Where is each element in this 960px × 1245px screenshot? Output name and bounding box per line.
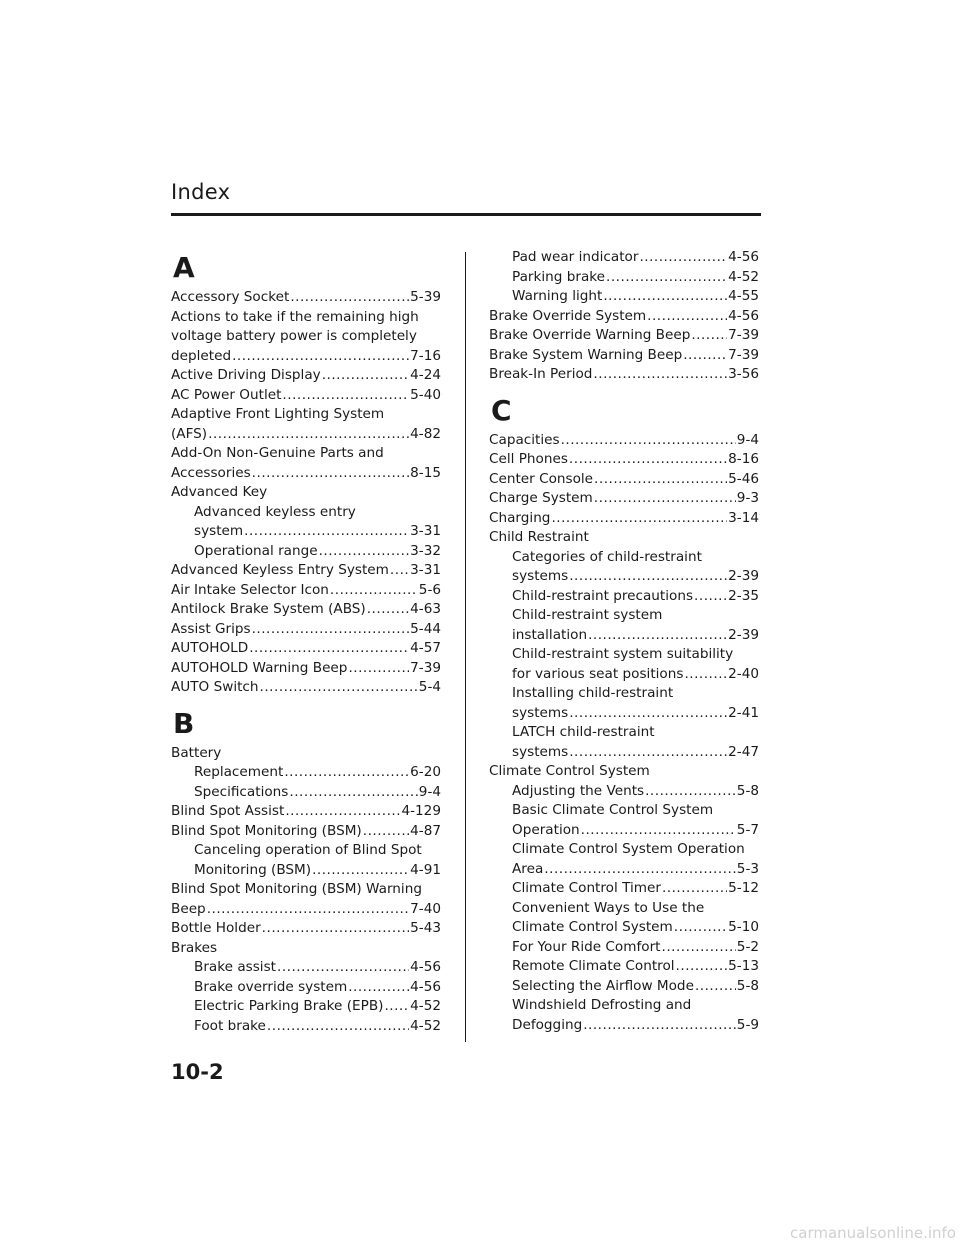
index-entry [489,762,759,782]
entry-page-ref: 5-8 [736,782,759,799]
entry-page-ref: 4-82 [410,425,441,442]
index-entry [489,723,759,743]
dot-leader [312,861,409,881]
dot-leader [662,879,727,899]
index-entry [171,958,441,978]
entry-label: Antilock Brake System (ABS) [171,601,366,617]
section-letter-b: B [173,706,195,740]
entry-label: Canceling operation of Blind Spot [194,842,422,858]
dot-leader [285,802,400,822]
entry-page-ref: 5-43 [410,920,441,936]
section-letter-c: C [491,393,512,427]
entry-page-ref: 4-52 [410,1017,441,1034]
page-title: Index [171,180,231,204]
dot-leader [319,542,410,562]
index-entry [489,626,759,646]
entry-page-ref: 4-56 [728,307,759,324]
index-entry [171,802,441,822]
entry-page-ref: 3-56 [728,366,759,382]
index-entry [489,248,759,268]
index-entry [171,1017,441,1037]
dot-leader [569,450,727,470]
dot-leader [594,489,736,509]
entry-label: Remote Climate Control [512,958,675,974]
dot-leader [367,600,409,620]
section-letter-a: A [173,251,195,284]
index-entry [171,386,441,406]
dot-leader [583,1016,736,1036]
entry-page-ref: 4-52 [410,998,441,1014]
index-entry [489,450,759,470]
entry-label: Accessory Socket [171,289,290,305]
entry-page-ref: 5-7 [736,821,759,838]
entry-page-ref: 7-40 [410,900,441,917]
dot-leader [282,386,409,406]
entry-label: Air Intake Selector Icon [171,581,329,598]
index-entry [171,405,441,425]
dot-leader [249,639,409,659]
entry-page-ref: 5-8 [736,977,759,994]
index-column-right [489,248,759,1035]
index-entry [489,268,759,288]
dot-leader [348,659,409,679]
index-entry [171,659,441,679]
entry-page-ref: 2-39 [728,568,759,584]
entry-label: Climate Control System [512,919,673,935]
entry-label: Advanced Keyless Entry System [171,562,389,578]
entry-page-ref: 4-91 [410,861,441,878]
dot-leader [267,1017,409,1037]
entry-label: Area [512,860,544,877]
dot-leader [639,248,727,268]
entry-page-ref: 5-39 [410,289,441,305]
entry-page-ref: 7-39 [410,659,441,676]
dot-leader [208,425,409,445]
entry-page-ref: 4-52 [728,268,759,285]
index-entry [489,287,759,307]
entry-label: Defogging [512,1016,583,1033]
entry-label: Capacities [489,431,560,448]
index-entry [489,326,759,346]
entry-label: Accessories [171,464,251,481]
index-entry [171,678,441,698]
entry-label: Battery [171,744,222,761]
entry-label: AUTOHOLD Warning Beep [171,659,348,676]
index-entry [489,743,759,763]
index-entry [489,548,759,568]
entry-label: Center Console [489,470,594,487]
index-entry [489,977,759,997]
dot-leader [277,958,409,978]
entry-label: systems [512,704,569,721]
index-entry [489,1016,759,1036]
dot-leader [593,365,727,385]
entry-page-ref: 9-3 [736,490,759,506]
entry-page-ref: 5-10 [728,919,759,935]
entry-page-ref: 2-40 [728,665,759,682]
index-entry [171,744,441,764]
index-entry [489,879,759,899]
entry-label: AC Power Outlet [171,386,282,403]
entry-page-ref: 5-13 [728,958,759,974]
entry-label: Advanced keyless entry [194,503,356,520]
index-entry [171,639,441,659]
entry-label: systems [512,568,569,584]
entry-label: Climate Control System Operation [512,841,745,857]
entry-label: Selecting the Airflow Mode [512,977,694,994]
index-entry [489,509,759,529]
entry-label: Replacement [194,764,284,780]
dot-leader [260,678,418,698]
entry-label: Foot brake [194,1017,266,1034]
entry-page-ref: 4-24 [410,367,441,383]
entry-label: Specifications [194,783,289,800]
index-entry [489,957,759,977]
index-entry [171,919,441,939]
page-number: 10-2 [171,1060,224,1084]
entry-label: Actions to take if the remaining high [171,308,419,325]
entry-label: AUTO Switch [171,679,259,695]
entry-page-ref: 2-41 [728,704,759,721]
entry-label: voltage battery power is completely [171,328,417,344]
dot-leader [544,860,736,880]
entry-page-ref: 2-39 [728,626,759,643]
dot-leader [262,919,409,939]
entry-page-ref: 3-31 [410,562,441,578]
entry-label: for various seat positions [512,665,684,682]
index-entry [171,783,441,803]
entry-label: Child Restraint [489,529,589,545]
dot-leader [684,665,727,685]
index-entry [171,900,441,920]
index-entry [171,366,441,386]
index-entry [171,841,441,861]
entry-label: systems [512,743,569,760]
dot-leader [691,326,727,346]
dot-leader [569,567,727,587]
dot-leader [390,561,409,581]
entry-page-ref: 9-4 [418,783,441,800]
section-b-entries [171,744,441,1037]
entry-page-ref: 7-39 [728,346,759,363]
entry-label: Child-restraint precautions [512,587,694,604]
entry-label: Operational range [194,542,318,559]
dot-leader [322,366,409,386]
entry-label: Basic Climate Control System [512,802,714,818]
dot-leader [662,938,736,958]
index-entry [171,620,441,640]
index-entry [171,444,441,464]
dot-leader [594,470,727,490]
index-entry [489,821,759,841]
entry-label: Assist Grips [171,620,251,637]
index-entry [171,581,441,601]
entry-label: For Your Ride Comfort [512,938,661,955]
index-entry [489,782,759,802]
dot-leader [551,509,727,529]
entry-label: Adjusting the Vents [512,782,645,799]
index-entry [489,684,759,704]
index-entry [489,938,759,958]
section-a-entries [171,288,441,698]
index-entry [489,489,759,509]
index-entry [489,996,759,1016]
entry-page-ref: 5-12 [728,880,759,896]
dot-leader [606,268,727,288]
entry-label: Cell Phones [489,451,568,467]
entry-label: Monitoring (BSM) [194,861,312,878]
index-entry [489,665,759,685]
entry-label: Advanced Key [171,484,268,500]
dot-leader [252,464,409,484]
index-entry [171,483,441,503]
entry-page-ref: 3-31 [410,523,441,539]
dot-leader [581,821,736,841]
dot-leader [284,763,409,783]
index-entry [489,840,759,860]
entry-label: Charging [489,509,551,526]
dot-leader [676,957,728,977]
dot-leader [384,997,409,1017]
entry-label: Break-In Period [489,366,593,382]
entry-label: Electric Parking Brake (EPB) [194,998,384,1014]
index-entry [171,542,441,562]
entry-label: Beep [171,900,206,917]
dot-leader [695,977,736,997]
index-entry [489,431,759,451]
entry-page-ref: 7-39 [728,327,759,343]
entry-page-ref: 2-47 [728,743,759,760]
section-b-continued-entries [489,248,759,385]
entry-page-ref: 4-55 [728,288,759,304]
entry-page-ref: 8-16 [728,451,759,467]
index-entry [171,425,441,445]
column-divider [465,252,466,1042]
entry-page-ref: 4-56 [410,978,441,995]
dot-leader [569,704,727,724]
entry-page-ref: 4-56 [728,249,759,265]
entry-label: Windshield Defrosting and [512,997,692,1013]
entry-label: Brake override system [194,978,348,995]
entry-label: Brakes [171,939,218,956]
index-entry [171,288,441,308]
entry-label: Convenient Ways to Use the [512,899,705,916]
entry-page-ref: 5-40 [410,386,441,403]
entry-label: Brake Override System [489,307,647,324]
entry-label: depleted [171,347,232,364]
entry-page-ref: 4-87 [410,822,441,839]
dot-leader [645,782,736,802]
index-entry [489,918,759,938]
index-entry [171,763,441,783]
entry-page-ref: 3-32 [410,542,441,559]
header-rule [171,213,761,216]
dot-leader [588,626,727,646]
entry-label: Bottle Holder [171,920,261,936]
entry-page-ref: 4-56 [410,959,441,975]
dot-leader [674,918,727,938]
entry-label: Climate Control Timer [512,880,661,896]
index-entry [171,522,441,542]
entry-label: installation [512,626,588,643]
section-c-entries [489,431,759,1036]
entry-label: AUTOHOLD [171,640,249,656]
index-entry [171,978,441,998]
entry-label: Blind Spot Monitoring (BSM) Warning [171,881,422,897]
entry-label: Operation [512,821,580,838]
dot-leader [363,822,409,842]
entry-label: Add-On Non-Genuine Parts and [171,445,384,461]
entry-page-ref: 4-129 [401,803,441,819]
entry-page-ref: 4-63 [410,601,441,617]
entry-label: Adaptive Front Lighting System [171,406,385,422]
index-entry [171,861,441,881]
dot-leader [561,431,736,451]
watermark: carmanualsonline.info [790,1224,956,1242]
index-entry [489,587,759,607]
entry-label: LATCH child-restraint [512,724,655,740]
entry-label: Categories of child-restraint [512,548,702,565]
index-entry [171,600,441,620]
entry-label: Brake Override Warning Beep [489,327,691,343]
index-entry [171,822,441,842]
entry-page-ref: 5-3 [736,860,759,877]
index-entry [171,308,441,328]
entry-page-ref: 5-4 [418,679,441,695]
index-entry [171,503,441,523]
entry-label: Active Driving Display [171,367,321,383]
entry-label: Brake assist [194,959,277,975]
index-entry [489,899,759,919]
entry-page-ref: 5-2 [736,938,759,955]
dot-leader [330,581,418,601]
index-column-left [171,248,441,1036]
index-entry [489,567,759,587]
entry-label: Brake System Warning Beep [489,346,683,363]
entry-page-ref: 2-35 [728,587,759,604]
entry-label: Climate Control System [489,763,650,779]
dot-leader [290,288,409,308]
entry-page-ref: 6-20 [410,764,441,780]
dot-leader [603,287,727,307]
index-entry [171,347,441,367]
index-entry [489,365,759,385]
index-entry [171,880,441,900]
dot-leader [244,522,409,542]
index-entry [489,704,759,724]
entry-label: system [194,523,244,539]
index-entry [489,528,759,548]
dot-leader [694,587,727,607]
entry-page-ref: 5-9 [736,1016,759,1033]
index-entry [171,561,441,581]
entry-page-ref: 4-57 [410,640,441,656]
index-entry [489,645,759,665]
index-entry [489,346,759,366]
dot-leader [647,307,727,327]
entry-label: (AFS) [171,425,208,442]
index-entry [171,464,441,484]
index-entry [171,939,441,959]
dot-leader [207,900,409,920]
entry-label: Child-restraint system suitability [512,646,734,662]
entry-page-ref: 5-46 [728,470,759,487]
entry-label: Child-restraint system [512,607,663,623]
entry-page-ref: 8-15 [410,464,441,481]
index-entry [489,860,759,880]
index-entry [489,801,759,821]
dot-leader [252,620,410,640]
entry-page-ref: 7-16 [410,347,441,364]
entry-label: Blind Spot Assist [171,803,285,819]
entry-page-ref: 5-44 [410,620,441,637]
entry-label: Warning light [512,288,603,304]
dot-leader [683,346,727,366]
entry-label: Blind Spot Monitoring (BSM) [171,822,362,839]
entry-page-ref: 5-6 [418,581,441,598]
entry-page-ref: 9-4 [736,431,759,448]
entry-label: Pad wear indicator [512,249,639,265]
entry-label: Charge System [489,490,593,506]
dot-leader [569,743,727,763]
index-entry [171,327,441,347]
index-entry [489,307,759,327]
index-entry [171,997,441,1017]
index-entry [489,470,759,490]
entry-label: Installing child-restraint [512,685,674,701]
entry-label: Parking brake [512,268,606,285]
dot-leader [232,347,409,367]
dot-leader [289,783,417,803]
entry-page-ref: 3-14 [728,509,759,526]
dot-leader [348,978,409,998]
index-entry [489,606,759,626]
